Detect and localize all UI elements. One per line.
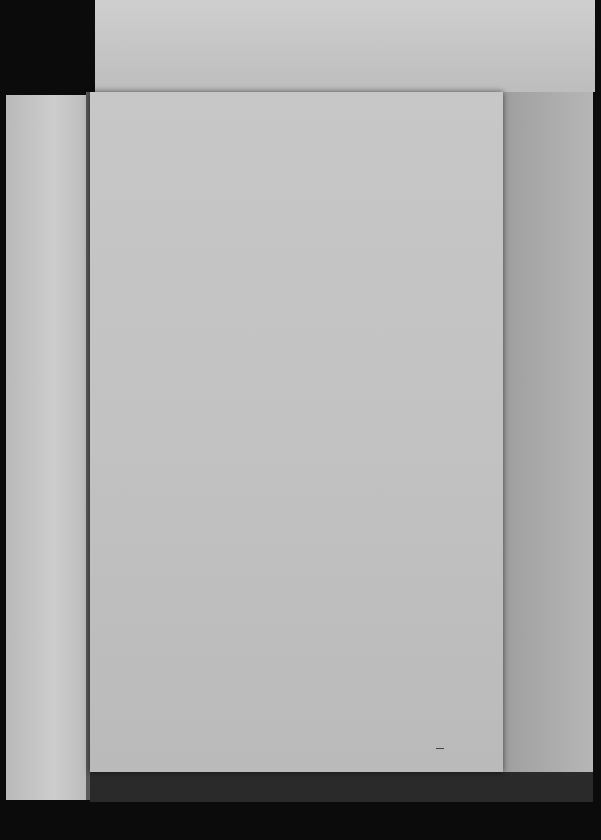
- background-sheet-left: [6, 95, 86, 800]
- page-bottom-shadow: [90, 772, 593, 802]
- background-sheet-top: [95, 0, 595, 92]
- footer-bar: [0, 812, 601, 840]
- document-page: [90, 92, 503, 772]
- bottom-page-mark: [436, 748, 444, 749]
- background-sheet-right: [503, 92, 593, 792]
